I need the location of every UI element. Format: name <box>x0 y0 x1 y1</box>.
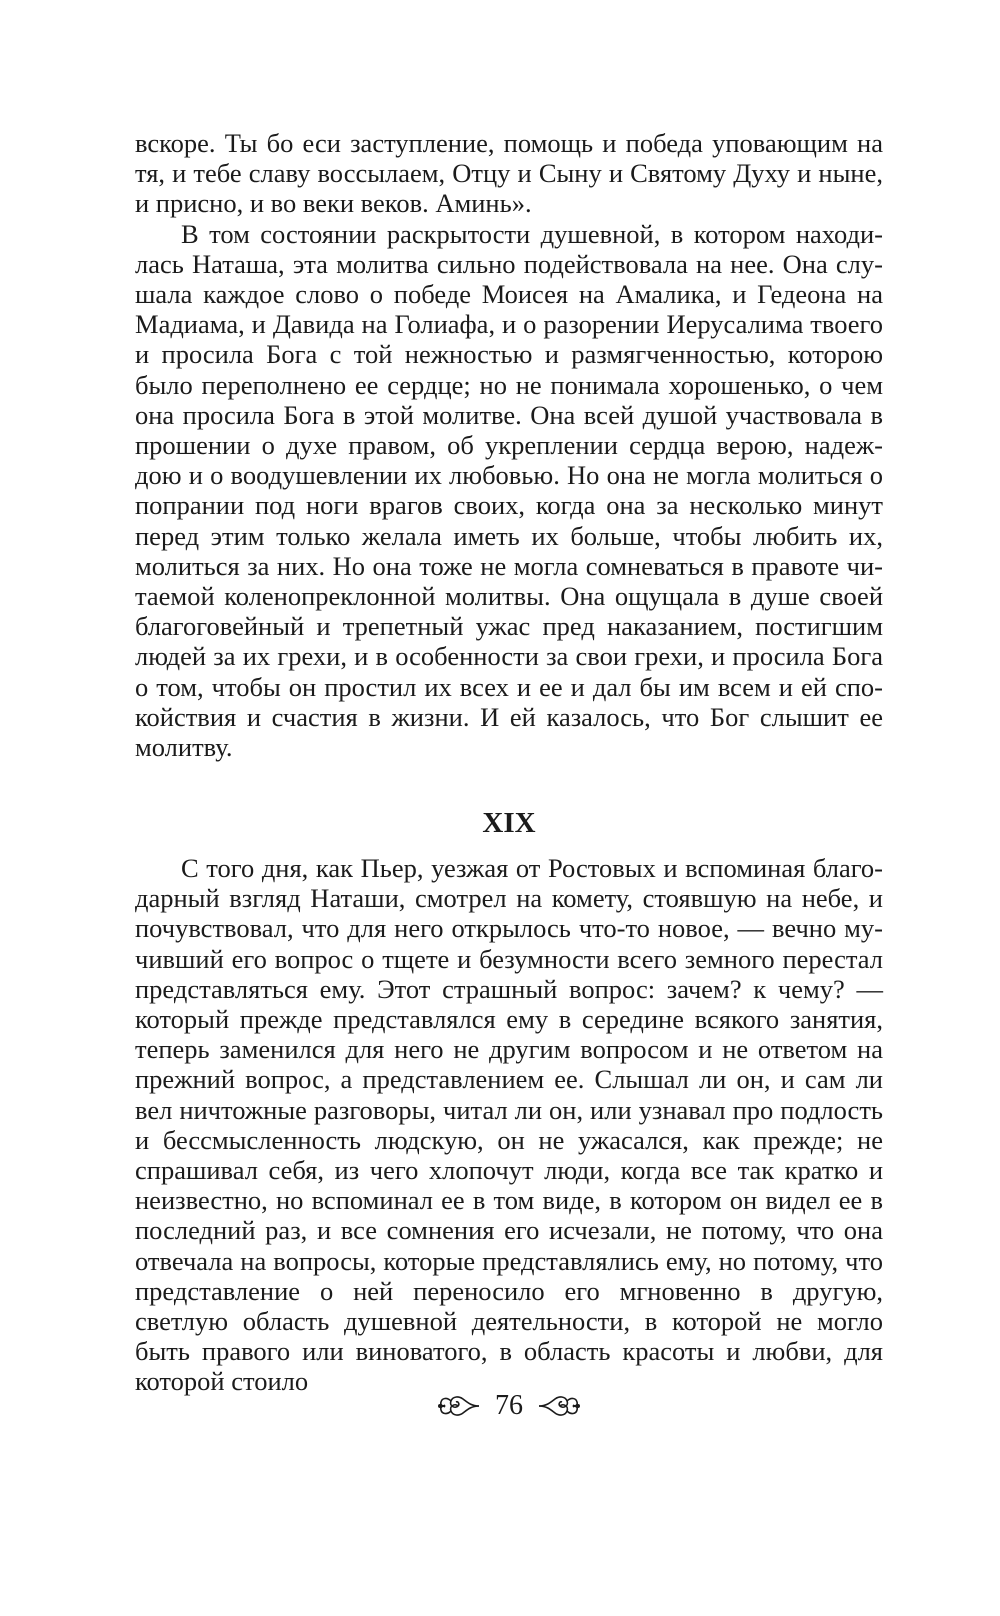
chapter-continuation-text <box>135 128 883 762</box>
fleuron-right-icon <box>537 1393 581 1419</box>
fleuron-left-icon <box>437 1393 481 1419</box>
paragraph-pierre: С того дня, как Пьер, уезжая от Ростовых и вспоминая благодарный взгляд Наташи, смотрел на комету, стоявшую на небе, и почувствовал, что для него открылось что-то новое, — вечно мучивший его вопрос о тщете и безумности всего земного перестал представляться ему. Этот страшный вопрос: зачем? к чему? — который прежде представлялся ему в середине всякого занятия, теперь заменился для него не другим вопросом и не ответом на прежний вопрос, а представлением ее. Слышал ли он, и сам ли вел ничтожные разговоры, читал ли он, или узнавал про подлость и бессмысленность людскую, он не ужасался, как прежде; не спрашивал себя, из чего хлопочут люди, когда все так кратко и неизвестно, но вспоминал ее в том виде, в котором он видел ее в последний раз, и все сомнения его исчезали, не потому, что она отвечала на вопросы, которые представлялись ему, но потому, что представление о ней переносило его мгновенно в другую, светлую область душевной деятельности, в которой не могло быть правого или виноватого, в область красоты и любви, для которой стоило <box>135 853 883 1397</box>
chapter-body-text <box>135 853 883 1397</box>
page-number: 76 <box>495 1390 523 1421</box>
paragraph-natasha-prayer: В том состоянии раскрытости душевной, в котором находилась Наташа, эта молитва сильно подействовала на нее. Она слушала каждое слово о победе Моисея на Амалика, и Гедеона на Мадиама, и Давида на Голиафа, и о разорении Иерусалима твоего и просила Бога с той нежностью и размягченностью, которою было переполнено ее сердце; но не понимала хорошенько, о чем она просила Бога в этой молитве. Она всей душой участвовала в прошении о духе правом, об укреплении сердца верою, надеждою и о воодушевлении их любовью. Но она не могла молиться о попрании под ноги врагов своих, когда она за несколько минут перед этим только желала иметь их больше, чтобы любить их, молиться за них. Но она тоже не могла сомневаться в правоте читаемой коленопреклонной молитвы. Она ощущала в душе своей благоговейный и трепетный ужас пред наказанием, постигшим людей за их грехи, и в особенности за свои грехи, и просила Бога о том, чтобы он простил их всех и ее и дал бы им всем и ей спокойствия и счастия в жизни. И ей казалось, что Бог слышит ее молитву. <box>135 218 883 763</box>
paragraph-prayer-ending: вскоре. Ты бо еси заступление, помощь и победа уповающим на тя, и тебе славу воссылаем, Отцу и Сыну и Святому Духу и ныне, и присно, и во веки веков. Аминь». <box>135 128 883 219</box>
chapter-heading: XIX <box>482 807 536 839</box>
page-footer <box>135 1390 883 1422</box>
